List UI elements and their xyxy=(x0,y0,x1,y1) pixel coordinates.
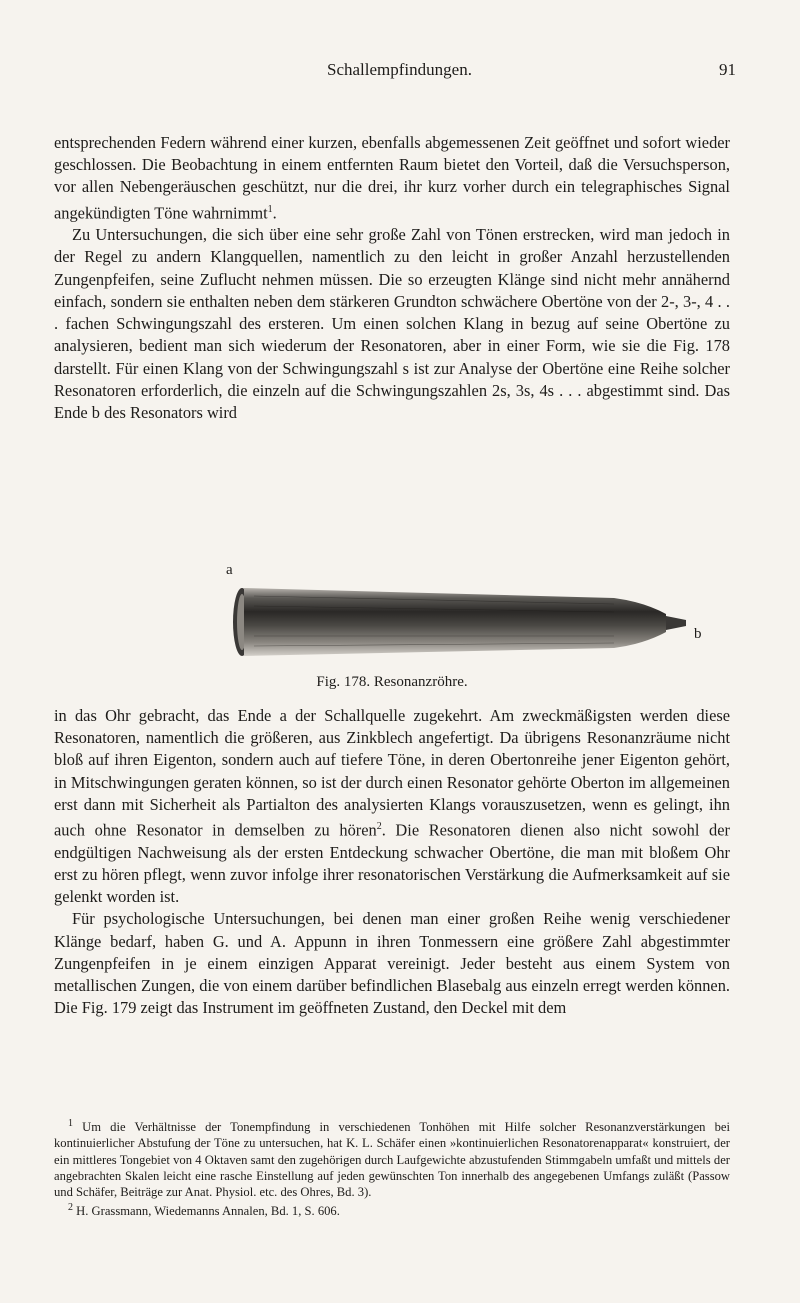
paragraph-1-text: entsprechenden Federn während einer kurzen, ebenfalls abgemessenen Zeit geöffnet und sofort wieder geschlossen. Die Beobachtung in einem entfernten Raum bietet den Vorteil, daß die Versuchsperson, vor allen Nebengeräuschen geschützt, nur die drei, ihr kurz vorher durch ein telegraphisches Signal angekündigten Töne wahrnimmt xyxy=(54,133,730,223)
paragraph-3 xyxy=(54,705,730,908)
paragraph-3-text: in das Ohr gebracht, das Ende a der Schallquelle zugekehrt. Am zweckmäßigsten werden diese Resonatoren, namentlich die größeren, aus Zinkblech angefertigt. Da übrigens Resonanzräume nicht bloß auf ihren Eigenton, sondern auch auf tiefere Töne, in deren Obertonreihe jener Eigenton gehört, in Mitschwingungen geraten können, so ist der durch einen Resonator gehörte Oberton im allgemeinen erst dann mit Sicherheit als Partialton des analysierten Klangs vorauszusetzen, wenn es gelingt, ihn auch ohne Resonator in demselben zu hören xyxy=(54,706,730,840)
footnote-1-marker: 1 xyxy=(68,1118,73,1129)
body-text-bottom xyxy=(54,705,730,1019)
tube-ear-end-b xyxy=(666,616,686,630)
paragraph-3-continuation: . Die Resonatoren dienen also nicht sowohl der endgültigen Nachweisung als der ersten Entdeckung schwacher Obertöne, die man mit bloßem Ohr erst zu hören pflegt, wenn zuvor infolge ihrer resonatorischen Verstärkung die Aufmerksamkeit auf sie gelenkt worden ist. xyxy=(54,820,730,907)
footnote-ref-2: 2 xyxy=(376,821,382,833)
paragraph-2: Zu Untersuchungen, die sich über eine sehr große Zahl von Tönen erstrecken, wird man jedoch in der Regel zu andern Klangquellen, namentlich zu den leicht in großer Anzahl herzustellenden Zungenpfeifen, seine Zuflucht nehmen müssen. Die so erzeugten Klänge sind nicht mehr annähernd einfach, sondern sie enthalten neben dem stärkeren Grundton schwächere Obertöne von der 2-, 3-, 4 . . . fachen Schwingungszahl des ersteren. Um einen solchen Klang in bezug auf seine Obertöne zu analysieren, bedient man sich wiederum der Resonatoren, aber in einer Form, wie sie die Fig. 178 darstellt. Für einen Klang von der Schwingungszahl s ist zur Analyse der Obertöne eine Reihe solcher Resonatoren erforderlich, die einzeln auf die Schwingungszahlen 2s, 3s, 4s . . . abgestimmt sind. Das Ende b des Resonators wird xyxy=(54,225,730,422)
footnote-1 xyxy=(54,1116,730,1200)
footnote-2-text: H. Grassmann, Wiedemanns Annalen, Bd. 1, S. 606. xyxy=(76,1204,340,1219)
running-head xyxy=(80,60,736,80)
running-title: Schallempfindungen. xyxy=(327,60,472,79)
figure-label-a: a xyxy=(226,562,233,578)
footnote-2-marker: 2 xyxy=(68,1202,73,1214)
figure-178 xyxy=(54,562,730,676)
footnote-ref-1: 1 xyxy=(267,203,273,215)
paragraph-4: Für psychologische Untersuchungen, bei denen man einer großen Reihe wenig verschiedener Klänge bedarf, haben G. und A. Appunn in ihren Tonmessern eine größere Zahl abgestimmter Zungenpfeifen in je einem einzigen Apparat vereinigt. Jeder besteht aus einem System von metallischen Zungen, die von einem darüber befindlichen Blasebalg aus einzeln erregt werden können. Die Fig. 179 zeigt das Instrument im geöffneten Zustand, den Deckel mit dem xyxy=(54,909,730,1018)
page-number: 91 xyxy=(719,60,736,79)
resonanzroehre-illustration xyxy=(54,566,730,676)
figure-caption: Fig. 178. Resonanzröhre. xyxy=(316,674,468,690)
body-text-top xyxy=(54,132,730,424)
paragraph-1: entsprechenden Federn während einer kurzen, ebenfalls abgemessenen Zeit geöffnet und sofort wieder geschlossen. Die Beobachtung in einem entfernten Raum bietet den Vorteil, daß die Versuchsperson, vor allen Nebengeräuschen geschützt, nur die drei, ihr kurz vorher durch ein telegraphisches Signal angekündigten Töne wahrnimmt$^1$. xyxy=(54,133,730,223)
footnotes xyxy=(54,1116,730,1220)
figure-label-b: b xyxy=(694,626,702,642)
footnote-2 xyxy=(54,1200,730,1219)
footnote-1-text: Um die Verhältnisse der Tonempfindung in verschiedenen Tonhöhen mit Hilfe solcher Resonanzverstärkungen bei kontinuierlicher Abstufung der Töne zu untersuchen, hat K. L. Schäfer einen »kontinuierlichen Resonatorenapparat« konstruiert, der ein mittleres Tongebiet von 4 Oktaven samt den zugehörigen durch Laufgewichte abzustufenden Stimmgabeln umfaßt und mittels der angebrachten Skalen leicht eine rasche Einstellung auf jeden gewünschten Ton innerhalb des angegebenen Umfangs zuläßt (Passow und Schäfer, Beiträge zur Anat. Physiol. etc. des Ohres, Bd. 3). xyxy=(54,1120,730,1199)
